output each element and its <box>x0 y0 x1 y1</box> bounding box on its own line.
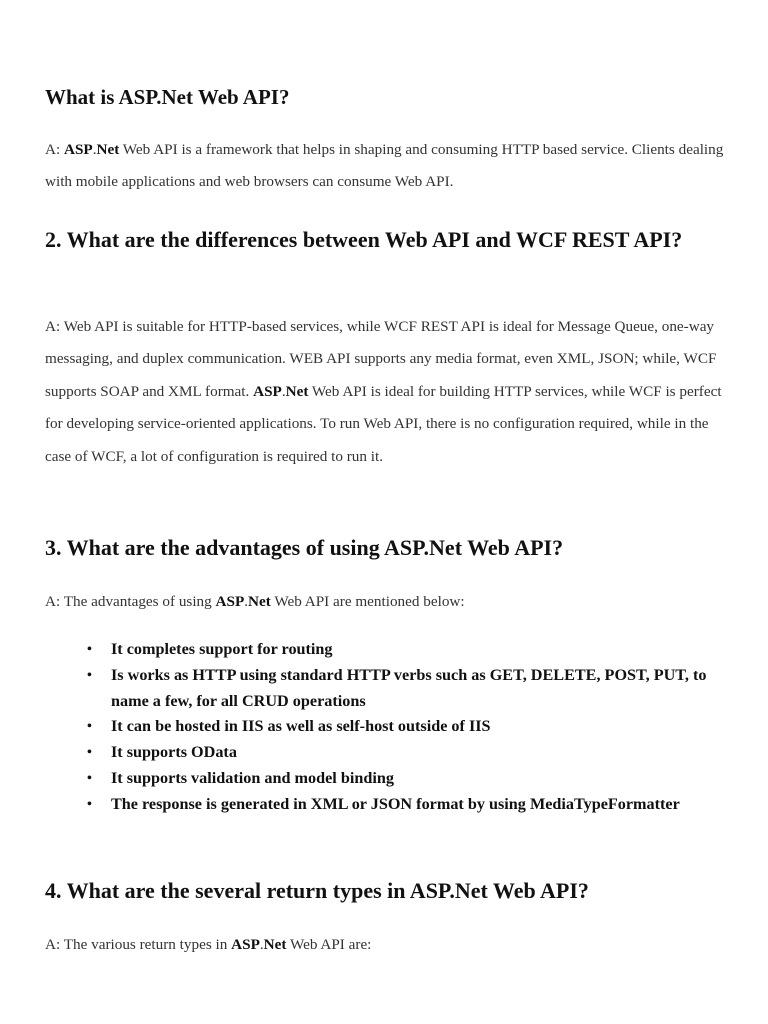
heading-differences: 2. What are the differences between Web API and WCF REST API? <box>45 227 683 252</box>
answer-rest: Web API are: <box>286 936 372 953</box>
bold-net: Net <box>263 936 287 953</box>
bullet-icon: • <box>87 770 92 786</box>
answer-prefix: A: The advantages of using <box>45 593 216 610</box>
list-item <box>67 663 727 715</box>
bullet-icon: • <box>87 642 92 657</box>
bold-asp: ASP <box>231 936 260 953</box>
list-item-text: It supports validation and model binding <box>111 768 394 787</box>
bold-asp: ASP <box>253 382 282 400</box>
bold-net: Net <box>285 382 309 400</box>
bold-net: Net <box>96 141 120 158</box>
bullet-icon: • <box>87 745 92 761</box>
answer-rest: Web API is a framework that helps in shaping and consuming HTTP based service. Clients dealing with mobile applications and web browsers can consume Web API. <box>45 141 724 191</box>
dot: . <box>92 141 97 158</box>
dot: . <box>281 382 286 400</box>
answer-rest: Web API are mentioned below: <box>270 593 465 610</box>
bullet-icon: • <box>87 796 92 812</box>
answer-advantages <box>45 586 735 618</box>
advantages-list <box>67 637 727 818</box>
heading-return-types: 4. What are the several return types in ASP.Net Web API? <box>45 878 589 903</box>
list-item <box>67 792 727 818</box>
answer-part2: Web API is ideal for building HTTP services, while WCF is perfect for developing service-oriented applications. To run Web API, there is no configuration required, while in the case of WCF, a lot of configuration is required to run it. <box>45 382 722 465</box>
list-item-text: The response is generated in XML or JSON format by using MediaTypeFormatter <box>111 794 680 813</box>
heading-what-is-web-api: What is ASP.Net Web API? <box>45 85 290 109</box>
dot: . <box>259 936 264 953</box>
bold-asp: ASP <box>215 593 245 610</box>
bold-net: Net <box>248 593 271 610</box>
answer-part1: A: Web API is suitable for HTTP-based services, while WCF REST API is ideal for Message Queue, one-way messaging, and duplex communication. WEB API supports any media format, even XML, JSON; while, WCF supports SOAP and XML format. <box>45 318 717 400</box>
list-item <box>67 740 727 766</box>
heading-advantages: 3. What are the advantages of using ASP.Net Web API? <box>45 535 564 560</box>
bullet-icon: • <box>87 719 92 735</box>
list-item <box>67 714 727 740</box>
answer-differences <box>45 311 735 473</box>
list-item <box>67 637 727 663</box>
list-item-text: It completes support for routing <box>111 640 333 658</box>
answer-prefix: A: <box>45 141 64 158</box>
answer-return-types <box>45 929 735 961</box>
list-item <box>67 766 727 792</box>
answer-what-is-web-api <box>45 134 735 199</box>
answer-prefix: A: The various return types in <box>45 936 232 953</box>
dot: . <box>244 593 249 610</box>
list-item-text: It can be hosted in IIS as well as self-host outside of IIS <box>111 717 491 736</box>
list-item-text: Is works as HTTP using standard HTTP verbs such as GET, DELETE, POST, PUT, to name a few, for all CRUD operations <box>111 665 707 710</box>
bullet-icon: • <box>87 667 92 683</box>
list-item-text: It supports OData <box>111 743 237 762</box>
bold-asp: ASP <box>63 141 93 158</box>
